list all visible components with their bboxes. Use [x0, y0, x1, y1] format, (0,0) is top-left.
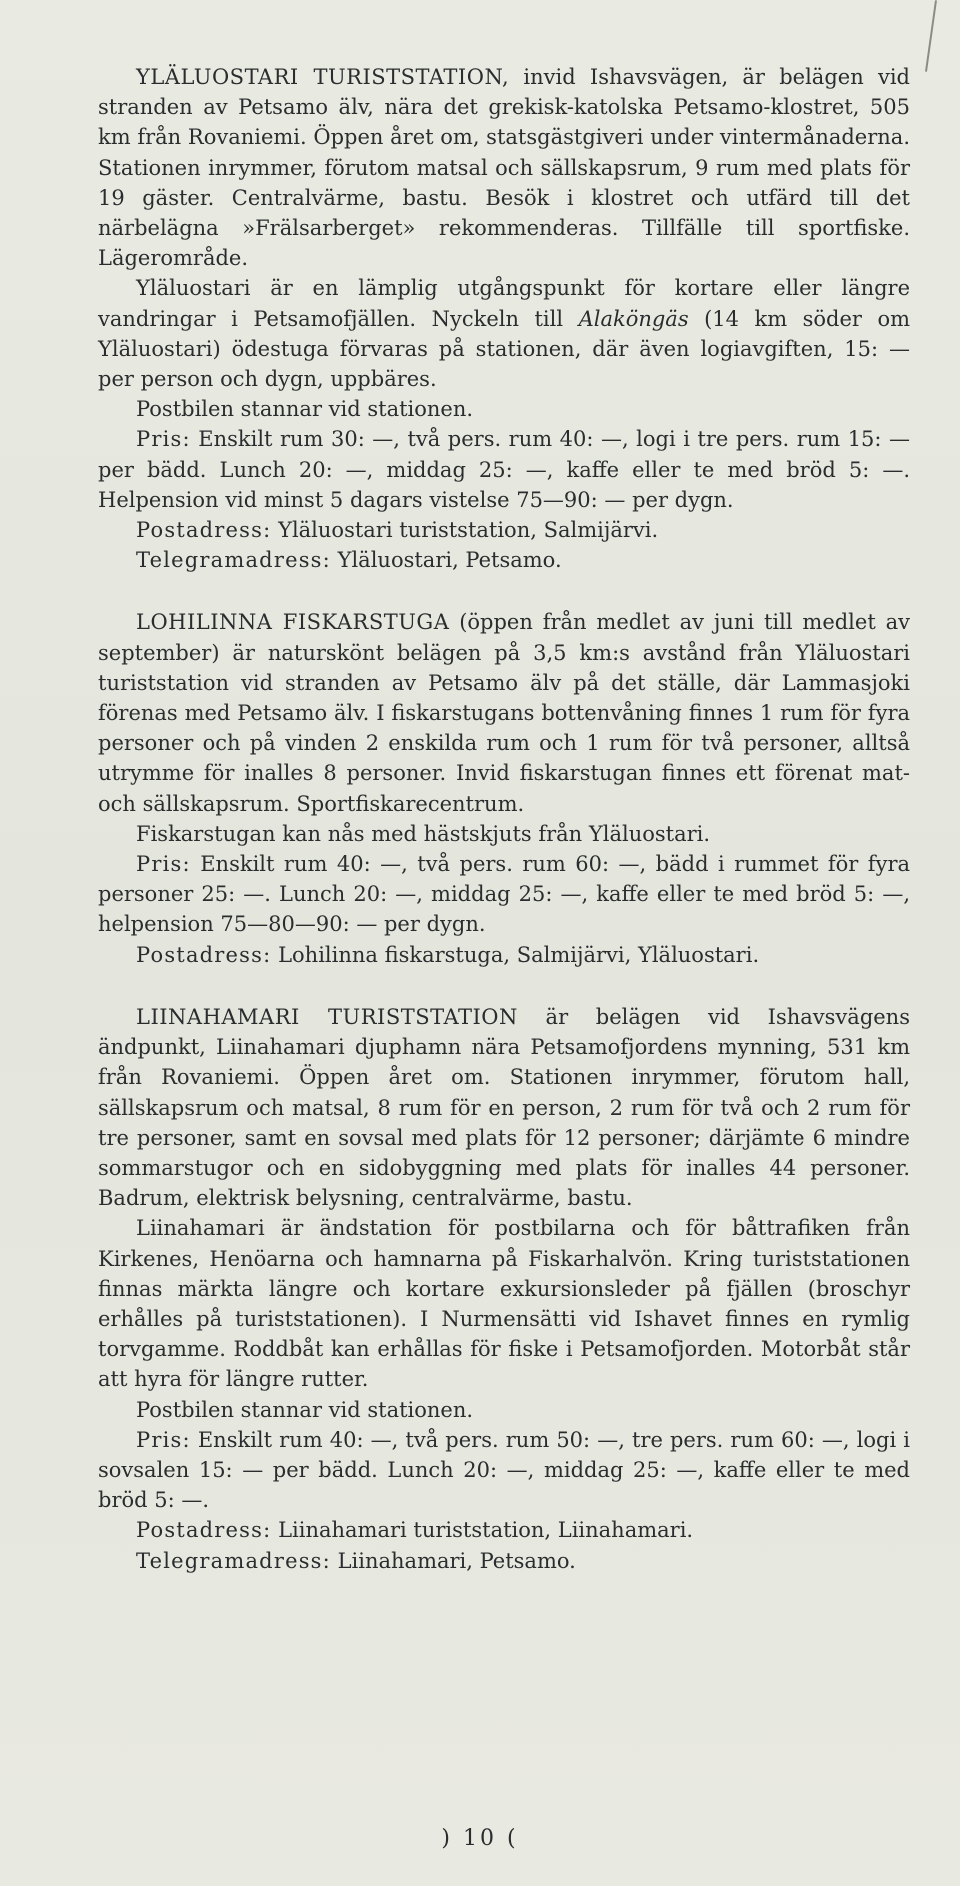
- paragraph: [98, 424, 910, 515]
- paragraph-text: är belägen vid Ishavsvägens ändpunkt, Liinahamari djuphamn nära Petsamofjordens mynning, 531 km från Rovaniemi. Öppen året om. Stationen inrymmer, förutom hall, sällskapsrum och matsal, 8 rum för en person, 2 rum för två och 2 rum för tre personer, samt en sovsal med plats för 12 personer; därjämte 6 mindre sommarstugor och en sidobyggning med plats för inalles 44 personer. Badrum, elektrisk belysning, centralvärme, bastu.: [98, 1004, 910, 1211]
- field-label: Telegramadress:: [136, 548, 331, 573]
- field-label: Postadress:: [136, 518, 272, 543]
- paragraph: [98, 545, 910, 575]
- paragraph: [98, 819, 910, 849]
- station-name: YLÄLUOSTARI TURISTSTATION,: [136, 65, 510, 89]
- paragraph: [98, 62, 910, 273]
- paragraph: [98, 940, 910, 970]
- place-name: Alaköngäs: [578, 306, 689, 331]
- paragraph-text: Liinahamari, Petsamo.: [330, 1548, 576, 1573]
- paragraph-text: Yläluostari turiststation, Salmijärvi.: [271, 518, 659, 543]
- paragraph-text: Liinahamari är ändstation för postbilarna och för båttrafiken från Kirkenes, Henöarna och hamnarna på Fiskarhalvön. Kring turiststationen finnas märkta längre och kortare exkursionsleder på fjällen (broschyr erhålles på turiststationen). I Nurmensätti vid Ishavet finnes en rymlig torvgamme. Roddbåt kan erhållas för fiske i Petsamofjorden. Motorbåt står att hyra för längre rutter.: [98, 1216, 910, 1392]
- paragraph: [98, 1002, 910, 1213]
- paragraph: [98, 849, 910, 940]
- station-name: LOHILINNA FISKARSTUGA: [136, 610, 450, 635]
- margin-mark: [925, 0, 937, 72]
- paragraph: [98, 1546, 910, 1576]
- paragraph-text: Fiskarstugan kan nås med hästskjuts från Yläluostari.: [136, 821, 711, 846]
- paragraph-text: (14 km söder om Yläluostari) ödestuga förvaras på stationen, där även logiavgiften, 15: — per person och dygn, uppbäres.: [98, 306, 911, 392]
- paragraph: [98, 1425, 910, 1516]
- paragraph-text: Enskilt rum 40: —, två pers. rum 50: —, tre pers. rum 60: —, logi i sovsalen 15: — per bädd. Lunch 20: —, middag 25: —, kaffe eller te med bröd 5: —.: [98, 1427, 910, 1513]
- field-label: Postadress:: [136, 942, 272, 967]
- paragraph: [98, 1213, 910, 1394]
- section-liinahamari: [98, 1002, 910, 1576]
- paragraph-text: invid Ishavsvägen, är belägen vid stranden av Petsamo älv, nära det grekisk-katolska Petsamo-klostret, 505 km från Rovaniemi. Öppen året om, statsgästgiveri under vintermånaderna. Stationen inrymmer, förutom matsal och sällskapsrum, 9 rum med plats för 19 gäster. Centralvärme, bastu. Besök i klostret och utfärd till det närbelägna »Frälsarberget» rekommenderas. Tillfälle till sportfiske. Lägerområde.: [98, 65, 910, 271]
- station-name: LIINAHAMARI TURISTSTATION: [136, 1004, 518, 1029]
- paragraph: [98, 1515, 910, 1545]
- text-column: [98, 62, 910, 1608]
- section-lohilinna: [98, 607, 910, 969]
- paragraph-text: Enskilt rum 40: —, två pers. rum 60: —, bädd i rummet för fyra personer 25: —. Lunch 20: —, middag 25: —, kaffe eller te med bröd 5: —, helpension 75—80—90: — per dygn.: [98, 852, 910, 937]
- page-number: ) 10 (: [441, 1826, 519, 1851]
- field-label: Pris:: [136, 427, 191, 452]
- field-label: Postadress:: [136, 1518, 272, 1543]
- paragraph-text: Lohilinna fiskarstuga, Salmijärvi, Yläluostari.: [271, 942, 760, 967]
- paragraph: [98, 394, 910, 424]
- paragraph-text: Enskilt rum 30: —, två pers. rum 40: —, logi i tre pers. rum 15: — per bädd. Lunch 20: —, middag 25: —, kaffe eller te med bröd 5: —. Helpension vid minst 5 dagars vistelse 75—90: — per dygn.: [98, 427, 910, 512]
- paragraph: [98, 273, 910, 394]
- paragraph-text: Yläluostari är en lämplig utgångspunkt för kortare eller längre vandringar i Petsamofjällen. Nyckeln till: [98, 276, 910, 331]
- section-ylaluostari: [98, 62, 910, 575]
- paragraph: [98, 515, 910, 545]
- paragraph: [98, 1395, 910, 1425]
- paragraph-text: Yläluostari, Petsamo.: [330, 548, 562, 573]
- field-label: Pris:: [136, 852, 191, 877]
- paragraph-text: Postbilen stannar vid stationen.: [136, 397, 474, 422]
- paragraph-text: Liinahamari turiststation, Liinahamari.: [271, 1518, 694, 1543]
- paragraph-text: (öppen från medlet av juni till medlet av september) är naturskönt belägen på 3,5 km:s avstånd från Yläluostari turiststation vid stranden av Petsamo älv på det ställe, där Lammasjoki förenas med Petsamo älv. I fiskarstugans bottenvåning finnes 1 rum för fyra personer och på vinden 2 enskilda rum och 1 rum för två personer, alltså utrymme för inalles 8 personer. Invid fiskarstugan finnes ett förenat mat- och sällskapsrum. Sportfiskarecentrum.: [98, 610, 910, 816]
- field-label: Telegramadress:: [136, 1548, 331, 1573]
- paragraph: [98, 607, 910, 818]
- paragraph-text: Postbilen stannar vid stationen.: [136, 1397, 474, 1422]
- field-label: Pris:: [136, 1427, 191, 1452]
